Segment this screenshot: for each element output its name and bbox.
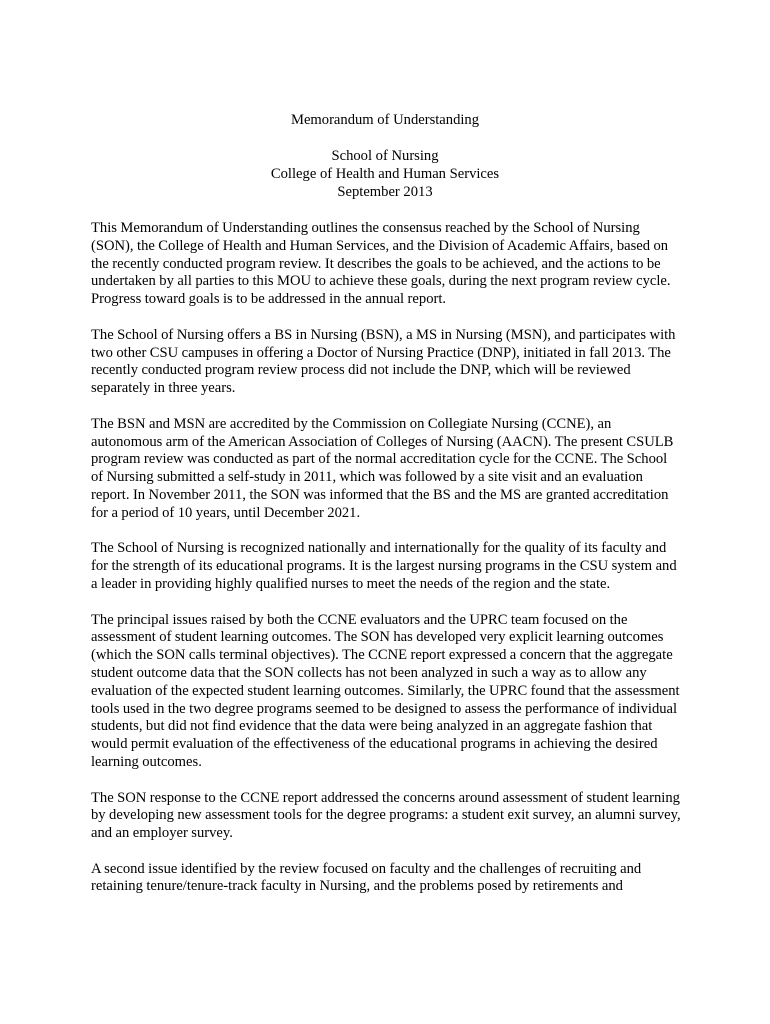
- paragraph-faculty-issue: A second issue identified by the review focused on faculty and the challenges of recruiting and retaining tenure/tenure-track faculty in Nursing, and the problems posed by retirements and: [91, 860, 642, 895]
- subheading-school: School of Nursing: [331, 148, 439, 164]
- document-title: Memorandum of Understanding: [290, 112, 480, 128]
- paragraph-learning-outcomes: The principal issues raised by both the CCNE evaluators and the UPRC team focused on the assessment of student learning outcomes. The SON has developed very explicit learning outcomes (which the SON calls terminal objectives). The CCNE report expressed a concern that the aggregate student outcome data that the SON collects has not been analyzed in such a way as to allow any evaluation of the expected student learning outcomes. Similarly, the UPRC found that the assessment tools used in the two degree programs seemed to be designed to assess the performance of individual students, but did not find evidence that the data were being analyzed in an aggregate fashion that would permit evaluation of the effectiveness of the educational programs in achieving the desired learning outcomes.: [91, 611, 680, 770]
- subheading-college: College of Health and Human Services: [270, 165, 500, 182]
- paragraph-accreditation: The BSN and MSN are accredited by the Commission on Collegiate Nursing (CCNE), an autonomous arm of the American Association of Colleges of Nursing (AACN). The present CSULB program review was conducted as part of the normal accreditation cycle for the CCNE. The School of Nursing submitted a self-study in 2011, which was followed by a site visit and an evaluation report. In November 2011, the SON was informed that the BS and the MS are granted accreditation for a period of 10 years, until December 2021.: [91, 415, 674, 521]
- paragraph-son-response: The SON response to the CCNE report addressed the concerns around assessment of student learning by developing new assessment tools for the degree programs: a student exit survey, an alumni survey, and an employer survey.: [91, 789, 681, 842]
- subheading-date: September 2013: [337, 183, 433, 200]
- paragraph-programs: The School of Nursing offers a BS in Nursing (BSN), a MS in Nursing (MSN), and participates with two other CSU campuses in offering a Doctor of Nursing Practice (DNP), initiated in fall 2013. The recently conducted program review process did not include the DNP, which will be reviewed separately in three years.: [91, 326, 676, 397]
- paragraph-recognition: The School of Nursing is recognized nationally and internationally for the quality of its faculty and for the strength of its educational programs. It is the largest nursing programs in the CSU system and a leader in providing highly qualified nurses to meet the needs of the region and the state.: [91, 540, 677, 592]
- paragraph-intro: This Memorandum of Understanding outlines the consensus reached by the School of Nursing (SON), the College of Health and Human Services, and the Division of Academic Affairs, based on the recently conducted program review. It describes the goals to be achieved, and the actions to be undertaken by all parties to this MOU to achieve these goals, during the next program review cycle. Progress toward goals is to be addressed in the annual report.: [91, 220, 671, 308]
- document-subheading: [0, 148, 770, 201]
- document-body: [91, 220, 681, 914]
